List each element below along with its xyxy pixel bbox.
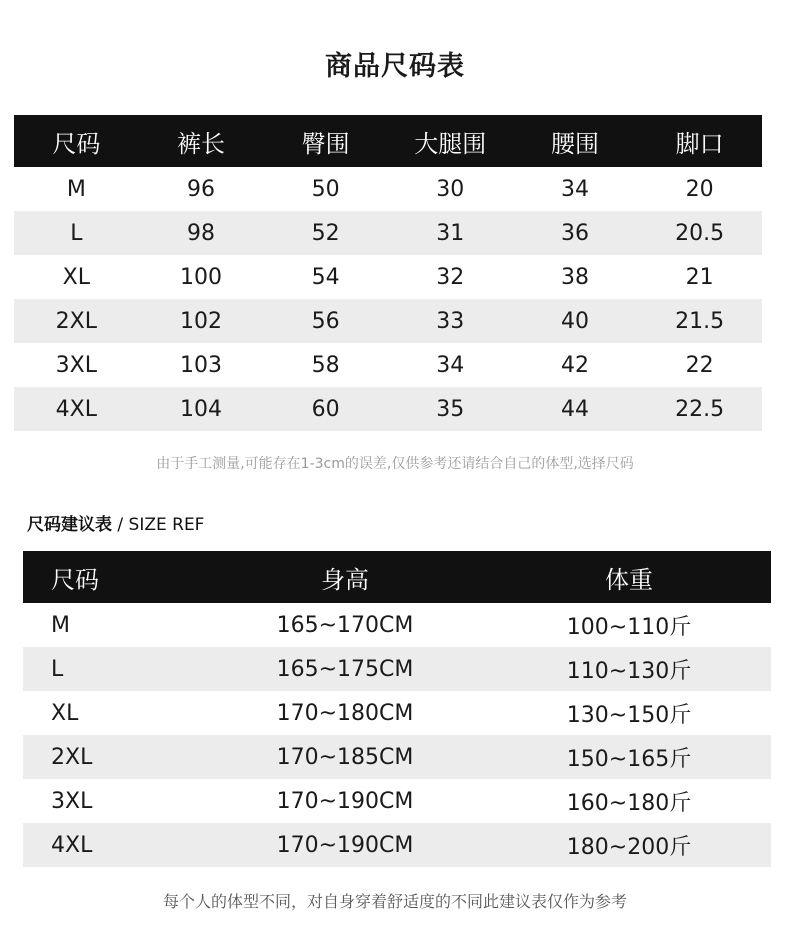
table-header-row (14, 115, 762, 167)
table-cell: 4XL (14, 387, 139, 431)
table-cell: 170~190CM (276, 788, 414, 814)
table-cell: M (51, 612, 70, 638)
table-cell: XL (62, 264, 90, 290)
table-cell: 100~110斤 (566, 614, 692, 640)
table-cell: 33 (388, 299, 513, 343)
table-row (23, 647, 771, 691)
table-cell: 20.5 (637, 211, 762, 255)
table-cell: 170~180CM (276, 700, 414, 726)
table-cell: 52 (263, 211, 388, 255)
header-waist: 腰围 (513, 115, 638, 167)
table-row (23, 691, 771, 735)
table-cell: 4XL (23, 823, 203, 867)
table-cell: XL (51, 700, 79, 726)
header-weight: 体重 (487, 551, 771, 603)
table-row (23, 779, 771, 823)
table-cell: 34 (560, 176, 589, 202)
table-cell: 2XL (23, 735, 203, 779)
size-ref-heading-en: / SIZE REF (112, 515, 205, 535)
table-cell: 170~185CM (203, 735, 487, 779)
table-header-row (23, 551, 771, 603)
table-cell: 103 (179, 352, 222, 378)
header-pants-length: 裤长 (139, 115, 264, 167)
table-row (14, 299, 762, 343)
header-size: 尺码 (23, 551, 203, 603)
table-cell: 36 (513, 211, 638, 255)
table-cell: 180~200斤 (487, 823, 771, 867)
table-cell: 38 (560, 264, 589, 290)
table-cell: 98 (139, 211, 264, 255)
table-cell: 160~180斤 (566, 790, 692, 816)
table-row (14, 211, 762, 255)
table-cell: 130~150斤 (566, 702, 692, 728)
table-cell: L (23, 647, 203, 691)
table-cell: 30 (436, 176, 465, 202)
table-cell: 102 (139, 299, 264, 343)
reference-note: 每个人的体型不同，对自身穿着舒适度的不同此建议表仅作为参考 (162, 892, 627, 911)
table-row (23, 735, 771, 779)
table-cell: 56 (263, 299, 388, 343)
table-cell: 44 (513, 387, 638, 431)
table-cell: 2XL (14, 299, 139, 343)
table-cell: 110~130斤 (487, 647, 771, 691)
table-row (14, 167, 762, 211)
table-cell: 165~170CM (276, 612, 414, 638)
table-cell: 42 (560, 352, 589, 378)
table-row (23, 823, 771, 867)
table-cell: 34 (436, 352, 465, 378)
table-cell: 21.5 (637, 299, 762, 343)
table-cell: 150~165斤 (487, 735, 771, 779)
table-cell: 31 (388, 211, 513, 255)
table-cell: 20 (685, 176, 714, 202)
table-cell: L (14, 211, 139, 255)
table-row (14, 255, 762, 299)
table-cell: M (66, 176, 86, 202)
table-cell: 35 (388, 387, 513, 431)
size-chart-table (14, 115, 762, 431)
header-hip: 臀围 (263, 115, 388, 167)
measurement-note: 由于手工测量,可能存在1-3cm的误差,仅供参考还请结合自己的体型,选择尺码 (156, 456, 634, 472)
size-ref-table (23, 551, 771, 867)
table-row (23, 603, 771, 647)
table-cell: 165~175CM (203, 647, 487, 691)
table-cell: 54 (311, 264, 340, 290)
table-cell: 58 (311, 352, 340, 378)
table-row (14, 343, 762, 387)
header-hem: 脚口 (637, 115, 762, 167)
size-ref-heading-cn: 尺码建议表 (27, 515, 112, 535)
table-cell: 96 (186, 176, 215, 202)
table-cell: 50 (311, 176, 340, 202)
page-title: 商品尺码表 (325, 51, 465, 82)
table-cell: 22 (685, 352, 714, 378)
table-cell: 32 (436, 264, 465, 290)
header-size: 尺码 (14, 115, 139, 167)
table-cell: 60 (263, 387, 388, 431)
table-cell: 104 (139, 387, 264, 431)
table-cell: 3XL (55, 352, 97, 378)
table-cell: 3XL (51, 788, 93, 814)
header-height: 身高 (203, 551, 487, 603)
table-cell: 21 (685, 264, 714, 290)
table-cell: 22.5 (637, 387, 762, 431)
table-cell: 100 (179, 264, 222, 290)
table-row (14, 387, 762, 431)
size-ref-heading (27, 510, 204, 535)
header-thigh: 大腿围 (388, 115, 513, 167)
table-cell: 170~190CM (203, 823, 487, 867)
table-cell: 40 (513, 299, 638, 343)
